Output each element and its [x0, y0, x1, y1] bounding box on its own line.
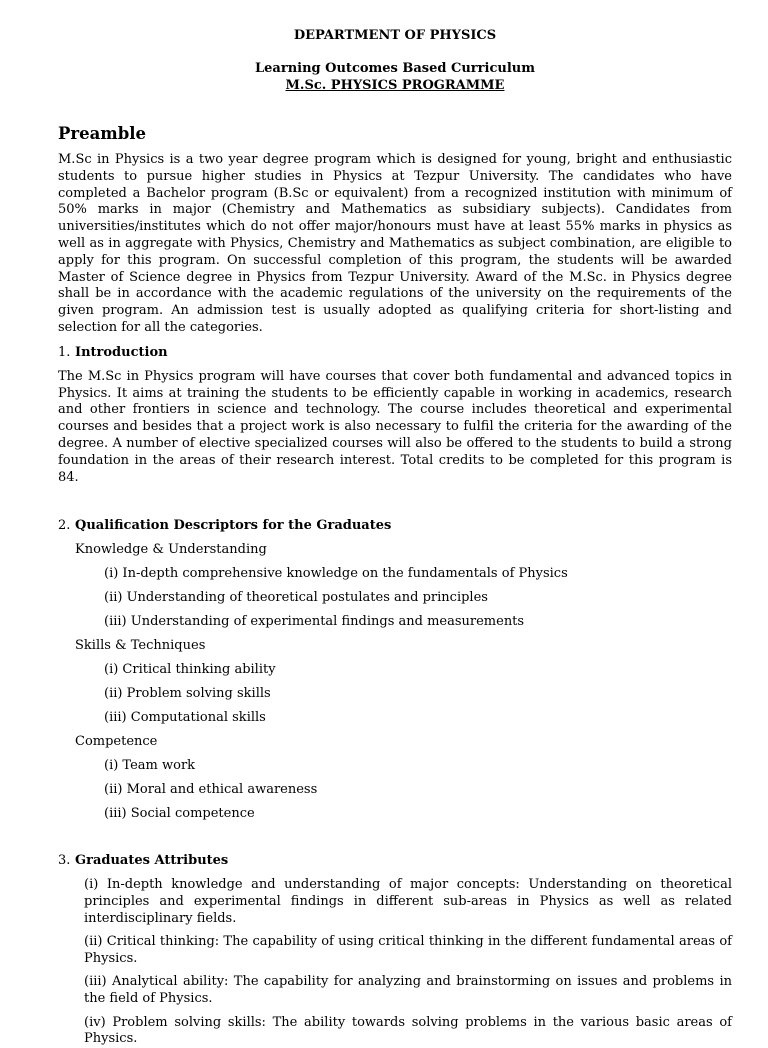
group-skills-label: Skills & Techniques	[75, 638, 206, 654]
attribute-item: (iii) Analytical ability: The capability for analyzing and brainstorming on issues and problems in the field of Physics.	[84, 974, 732, 1006]
list-item: (ii) Problem solving skills	[104, 686, 271, 702]
qualification-heading	[58, 517, 732, 534]
programme-title: M.Sc. PHYSICS PROGRAMME	[285, 78, 505, 93]
list-item: (iii) Computational skills	[104, 710, 266, 726]
qualification-number: 2.	[58, 518, 71, 534]
attributes-number: 3.	[58, 853, 71, 869]
curriculum-title: Learning Outcomes Based Curriculum	[255, 61, 535, 76]
attributes-title: Graduates Attributes	[75, 853, 229, 869]
preamble-paragraph: M.Sc in Physics is a two year degree program which is designed for young, bright and enthusiastic students to pursue higher studies in Physics at Tezpur University. The candidates who have completed a Bachelor program (B.Sc or equivalent) from a recognized institution with minimum of 50% marks in major (Chemistry and Mathematics as subsidiary subjects). Candidates from universities/institutes which do not offer major/honours must have at least 55% marks in physics as well as in aggregate with Physics, Chemistry and Mathematics as subject combination, are eligible to apply for this program. On successful completion of this program, the students will be awarded Master of Science degree in Physics from Tezpur University. Award of the M.Sc. in Physics degree shall be in accordance with the academic regulations of the university on the requirements of the given program. An admission test is usually adopted as qualifying criteria for short-listing and selection for all the categories.	[58, 152, 732, 335]
attribute-item: (iv) Problem solving skills: The ability towards solving problems in the various basic areas of Physics.	[84, 1014, 732, 1047]
list-item: (i) In-depth comprehensive knowledge on the fundamentals of Physics	[104, 566, 568, 582]
list-item: (i) Critical thinking ability	[104, 662, 276, 678]
introduction-paragraph: The M.Sc in Physics program will have courses that cover both fundamental and advanced topics in Physics. It aims at training the students to be efficiently capable in working in academics, research and other frontiers in science and technology. The course includes theoretical and experimental courses and besides that a project work is also necessary to fulfil the criteria for the awarding of the degree. A number of elective specialized courses will also be offered to the students to build a strong foundation in the areas of their research interest. Total credits to be completed for this program is 84.	[58, 368, 732, 485]
department-title: DEPARTMENT OF PHYSICS	[293, 28, 497, 43]
attributes-heading	[58, 852, 732, 869]
list-item: (iii) Understanding of experimental findings and measurements	[104, 614, 525, 630]
attribute-item: (i) In-depth knowledge and understanding of major concepts: Understanding on theoretical principles and experimental findings in different sub-areas in Physics as well as related interdisciplinary fields.	[84, 877, 732, 926]
introduction-title: Introduction	[75, 344, 168, 360]
list-item: (iii) Social competence	[104, 806, 255, 822]
attribute-item: (ii) Critical thinking: The capability of using critical thinking in the different fundamental areas of Physics.	[84, 934, 732, 966]
group-competence-label: Competence	[75, 734, 158, 750]
list-item: (ii) Understanding of theoretical postulates and principles	[104, 590, 488, 606]
introduction-heading	[58, 344, 732, 361]
preamble-heading: Preamble	[58, 124, 147, 143]
list-item: (ii) Moral and ethical awareness	[104, 782, 318, 798]
list-item: (i) Team work	[104, 758, 196, 774]
document-page	[58, 27, 732, 1048]
group-knowledge-label: Knowledge & Understanding	[75, 542, 267, 558]
introduction-number: 1.	[58, 344, 71, 360]
qualification-title: Qualification Descriptors for the Graduates	[75, 518, 392, 534]
